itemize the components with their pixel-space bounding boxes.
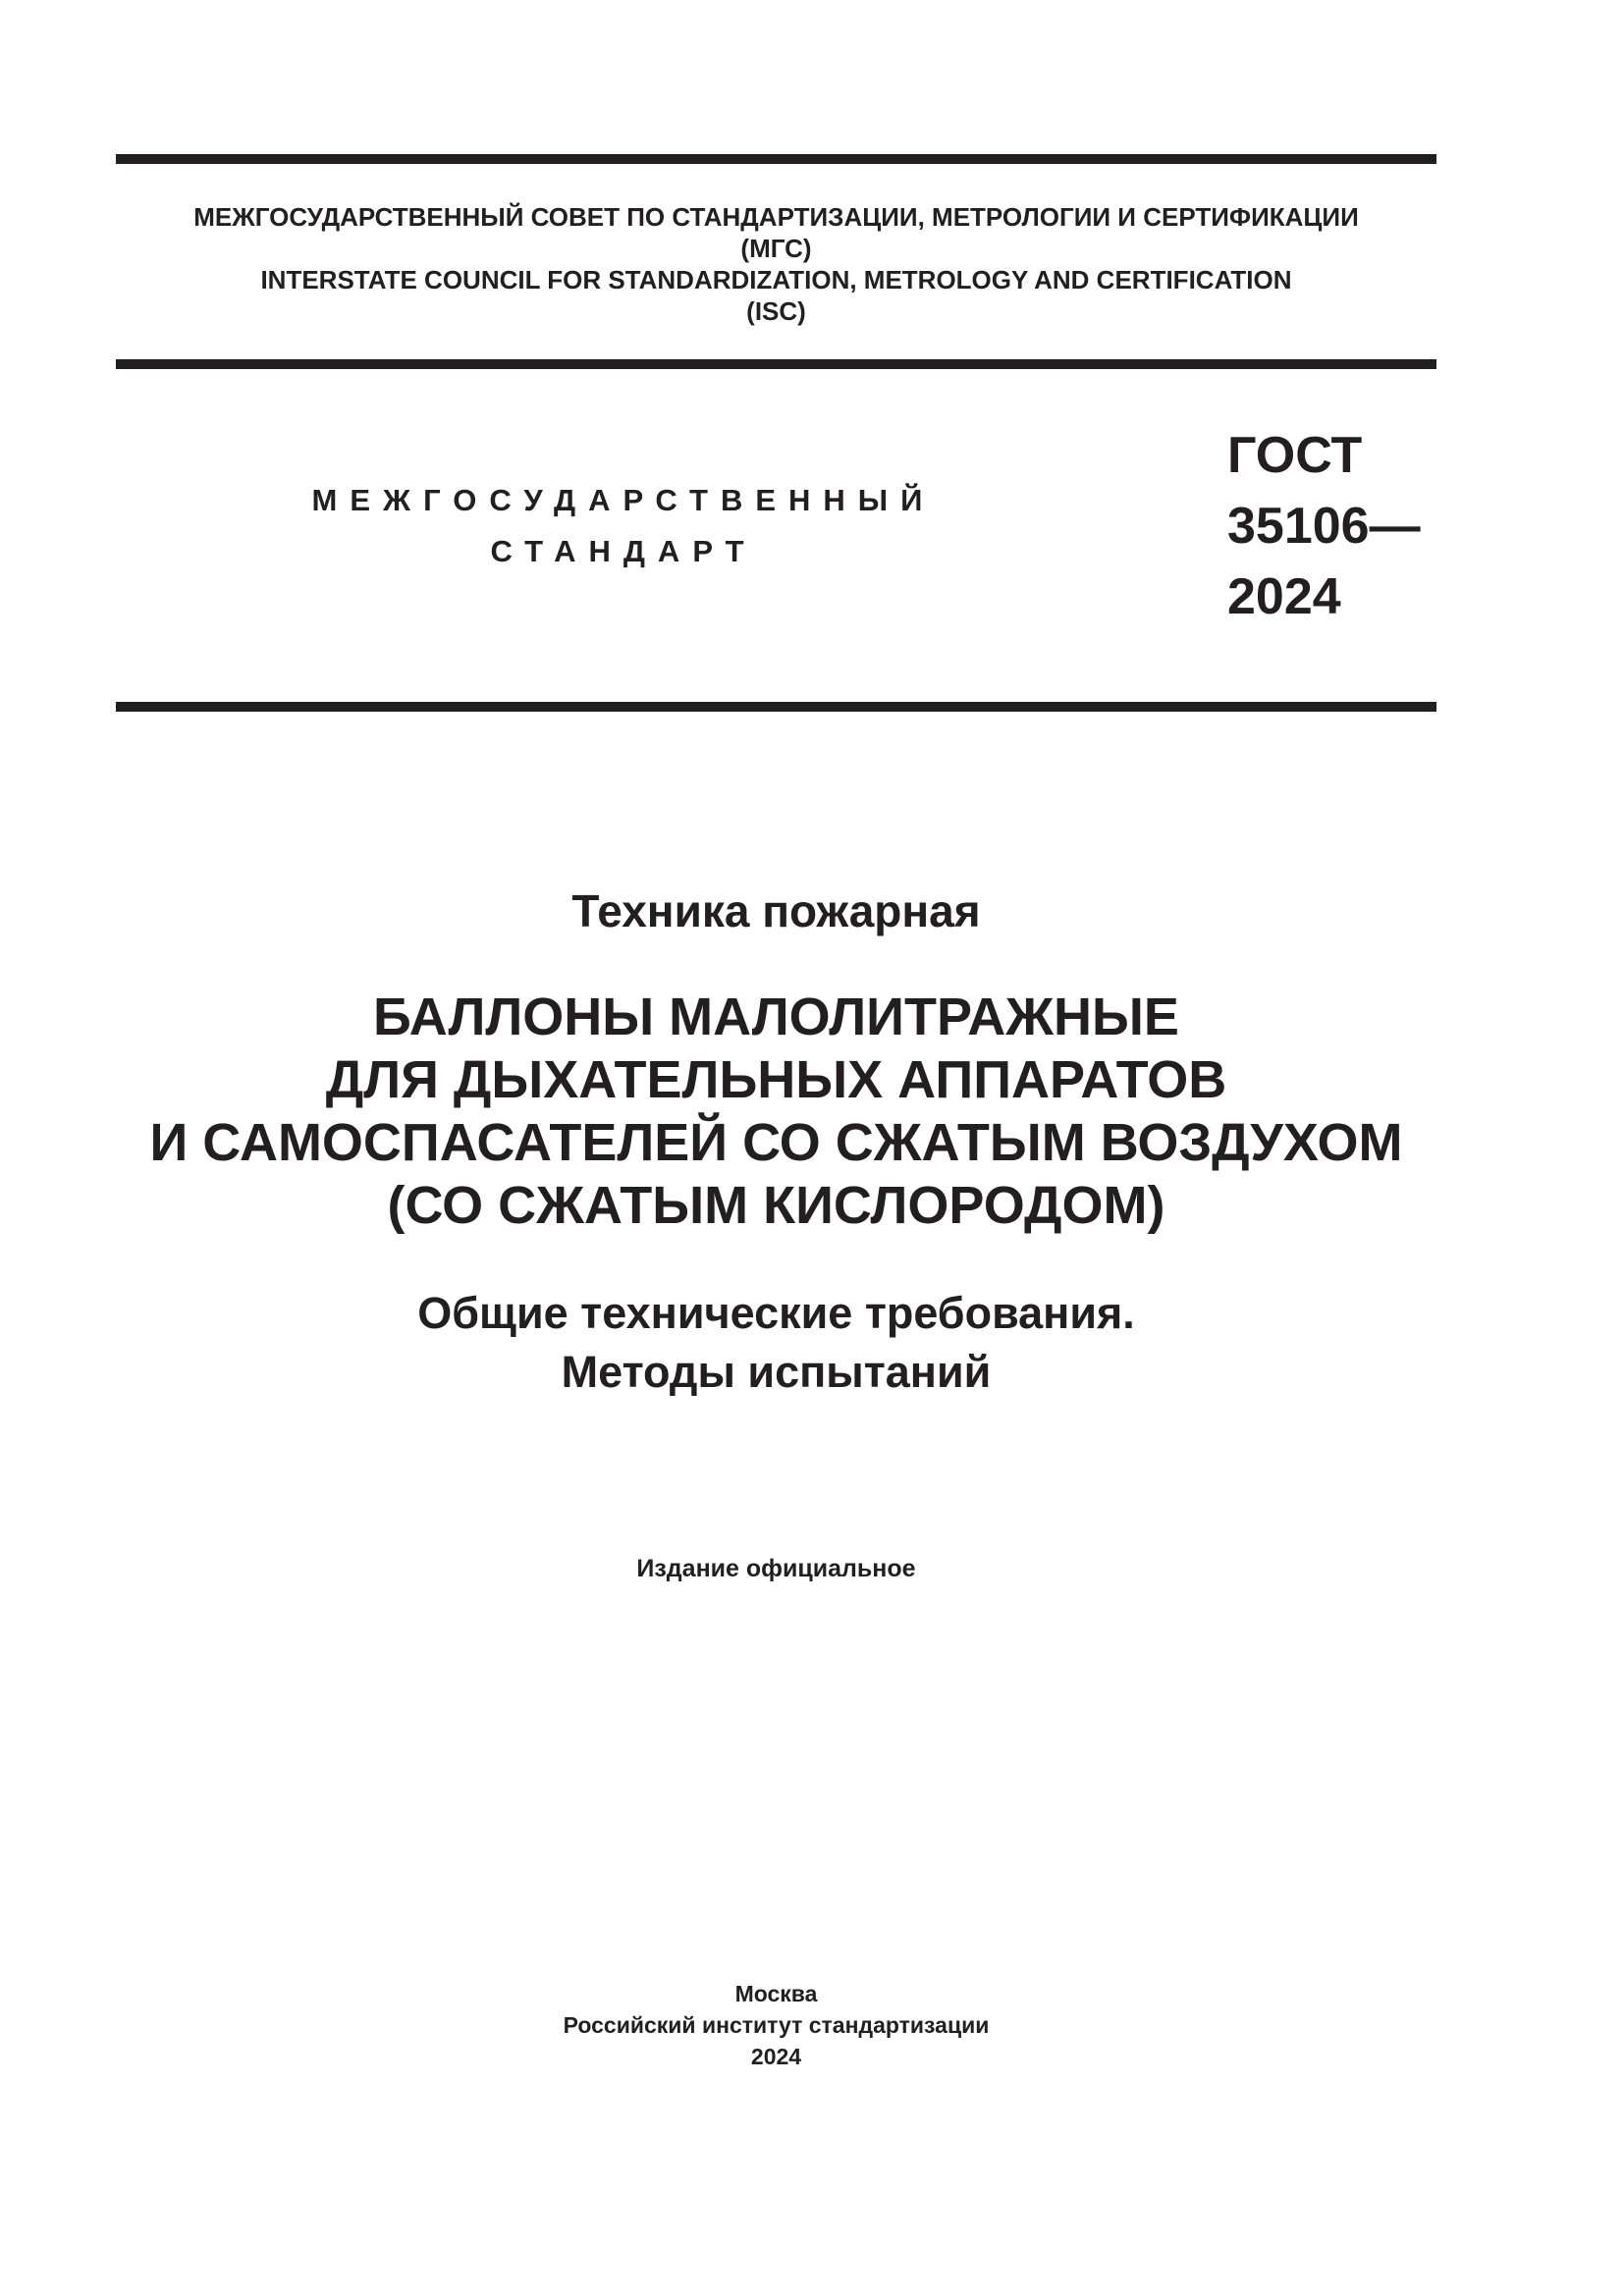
standard-kind-line1: МЕЖГОСУДАРСТВЕННЫЙ — [311, 483, 936, 517]
designation-year: 2024 — [1227, 568, 1341, 625]
council-abbr-ru: (МГС) — [740, 234, 812, 263]
imprint-publisher: Российский институт стандартизации — [563, 2012, 990, 2038]
subtitle-line: Общие технические требования. — [417, 1288, 1135, 1338]
council-name-ru: МЕЖГОСУДАРСТВЕННЫЙ СОВЕТ ПО СТАНДАРТИЗАЦИИ, МЕТРОЛОГИИ И СЕРТИФИКАЦИИ — [193, 202, 1359, 232]
standard-designation — [1227, 420, 1421, 632]
top-rule — [116, 154, 1436, 164]
designation-rule — [116, 702, 1436, 712]
designation-prefix: ГОСТ — [1227, 427, 1363, 484]
council-abbr-en: (ISC) — [746, 296, 806, 326]
imprint-city: Москва — [734, 1981, 818, 2006]
document-subtitle — [116, 1284, 1436, 1402]
document-title — [116, 986, 1436, 1237]
council-header — [116, 201, 1436, 327]
imprint — [116, 1978, 1436, 2072]
designation-number: 35106— — [1227, 498, 1421, 555]
subtitle-line: Методы испытаний — [561, 1347, 992, 1397]
standard-kind-line2: СТАНДАРТ — [490, 534, 757, 568]
edition-label: Издание официальное — [636, 1555, 916, 1582]
title-line: (СО СЖАТЫМ КИСЛОРОДОМ) — [387, 1176, 1165, 1235]
title-line: БАЛЛОНЫ МАЛОЛИТРАЖНЫЕ — [373, 988, 1179, 1046]
header-rule — [116, 359, 1436, 369]
title-line: И САМОСПАСАТЕЛЕЙ СО СЖАТЫМ ВОЗДУХОМ — [149, 1113, 1403, 1172]
document-category: Техника пожарная — [571, 885, 981, 936]
title-line: ДЛЯ ДЫХАТЕЛЬНЫХ АППАРАТОВ — [325, 1050, 1227, 1109]
standard-kind — [275, 475, 972, 577]
imprint-year: 2024 — [750, 2044, 802, 2069]
council-name-en: INTERSTATE COUNCIL FOR STANDARDIZATION, METROLOGY AND CERTIFICATION — [260, 265, 1292, 294]
